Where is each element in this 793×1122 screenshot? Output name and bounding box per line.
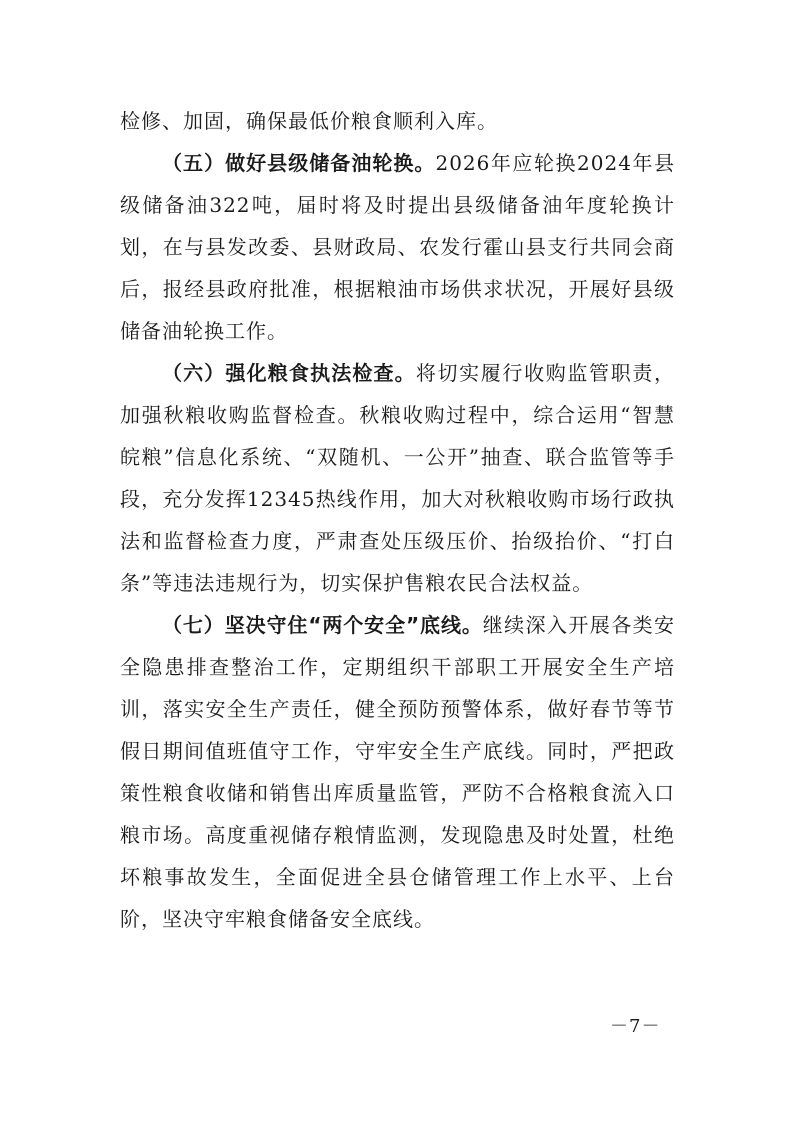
paragraph-body: 继续深入开展各类安全隐患排查整治工作，定期组织干部职工开展安全生产培训，落实安全生产责任，健全预防预警体系，做好春节等节假日期间值班值守工作，守牢安全生产底线。同时，严把政策性粮食收储和销售出库质量监管，严防不合格粮食流入口粮市场。高度重视储存粮情监测，发现隐患及时处置，杜绝坏粮事故发生，全面促进全县仓储管理工作上水平、上台阶，坚决守牢粮食储备安全底线。: [120, 613, 675, 931]
section-heading: （五）做好县级储备油轮换。: [162, 151, 436, 175]
page-number: －7－: [610, 1016, 661, 1037]
paragraph-section-7: [120, 604, 675, 940]
paragraph-section-6: [120, 352, 675, 604]
paragraph-section-5: [120, 142, 675, 352]
paragraph-body: 2026年应轮换2024年县级储备油322吨，届时将及时提出县级储备油年度轮换计划，在与县发改委、县财政局、农发行霍山县支行共同会商后，报经县政府批准，根据粮油市场供求状况，开展好县级储备油轮换工作。: [120, 151, 676, 343]
section-heading: （七）坚决守住“两个安全”底线。: [162, 613, 483, 637]
paragraph-body: 将切实履行收购监管职责，加强秋粮收购监督检查。秋粮收购过程中，综合运用“智慧皖粮”信息化系统、“双随机、一公开”抽查、联合监管等手段，充分发挥12345热线作用，加大对秋粮收购市场行政执法和监督检查力度，严肃查处压级压价、抬级抬价、“打白条”等违法违规行为，切实保护售粮农民合法权益。: [120, 361, 676, 595]
section-heading: （六）强化粮食执法检查。: [162, 361, 416, 385]
paragraph-continuation: [120, 100, 675, 142]
body-text: [120, 100, 675, 940]
paragraph-body: 检修、加固，确保最低价粮食顺利入库。: [120, 109, 498, 133]
